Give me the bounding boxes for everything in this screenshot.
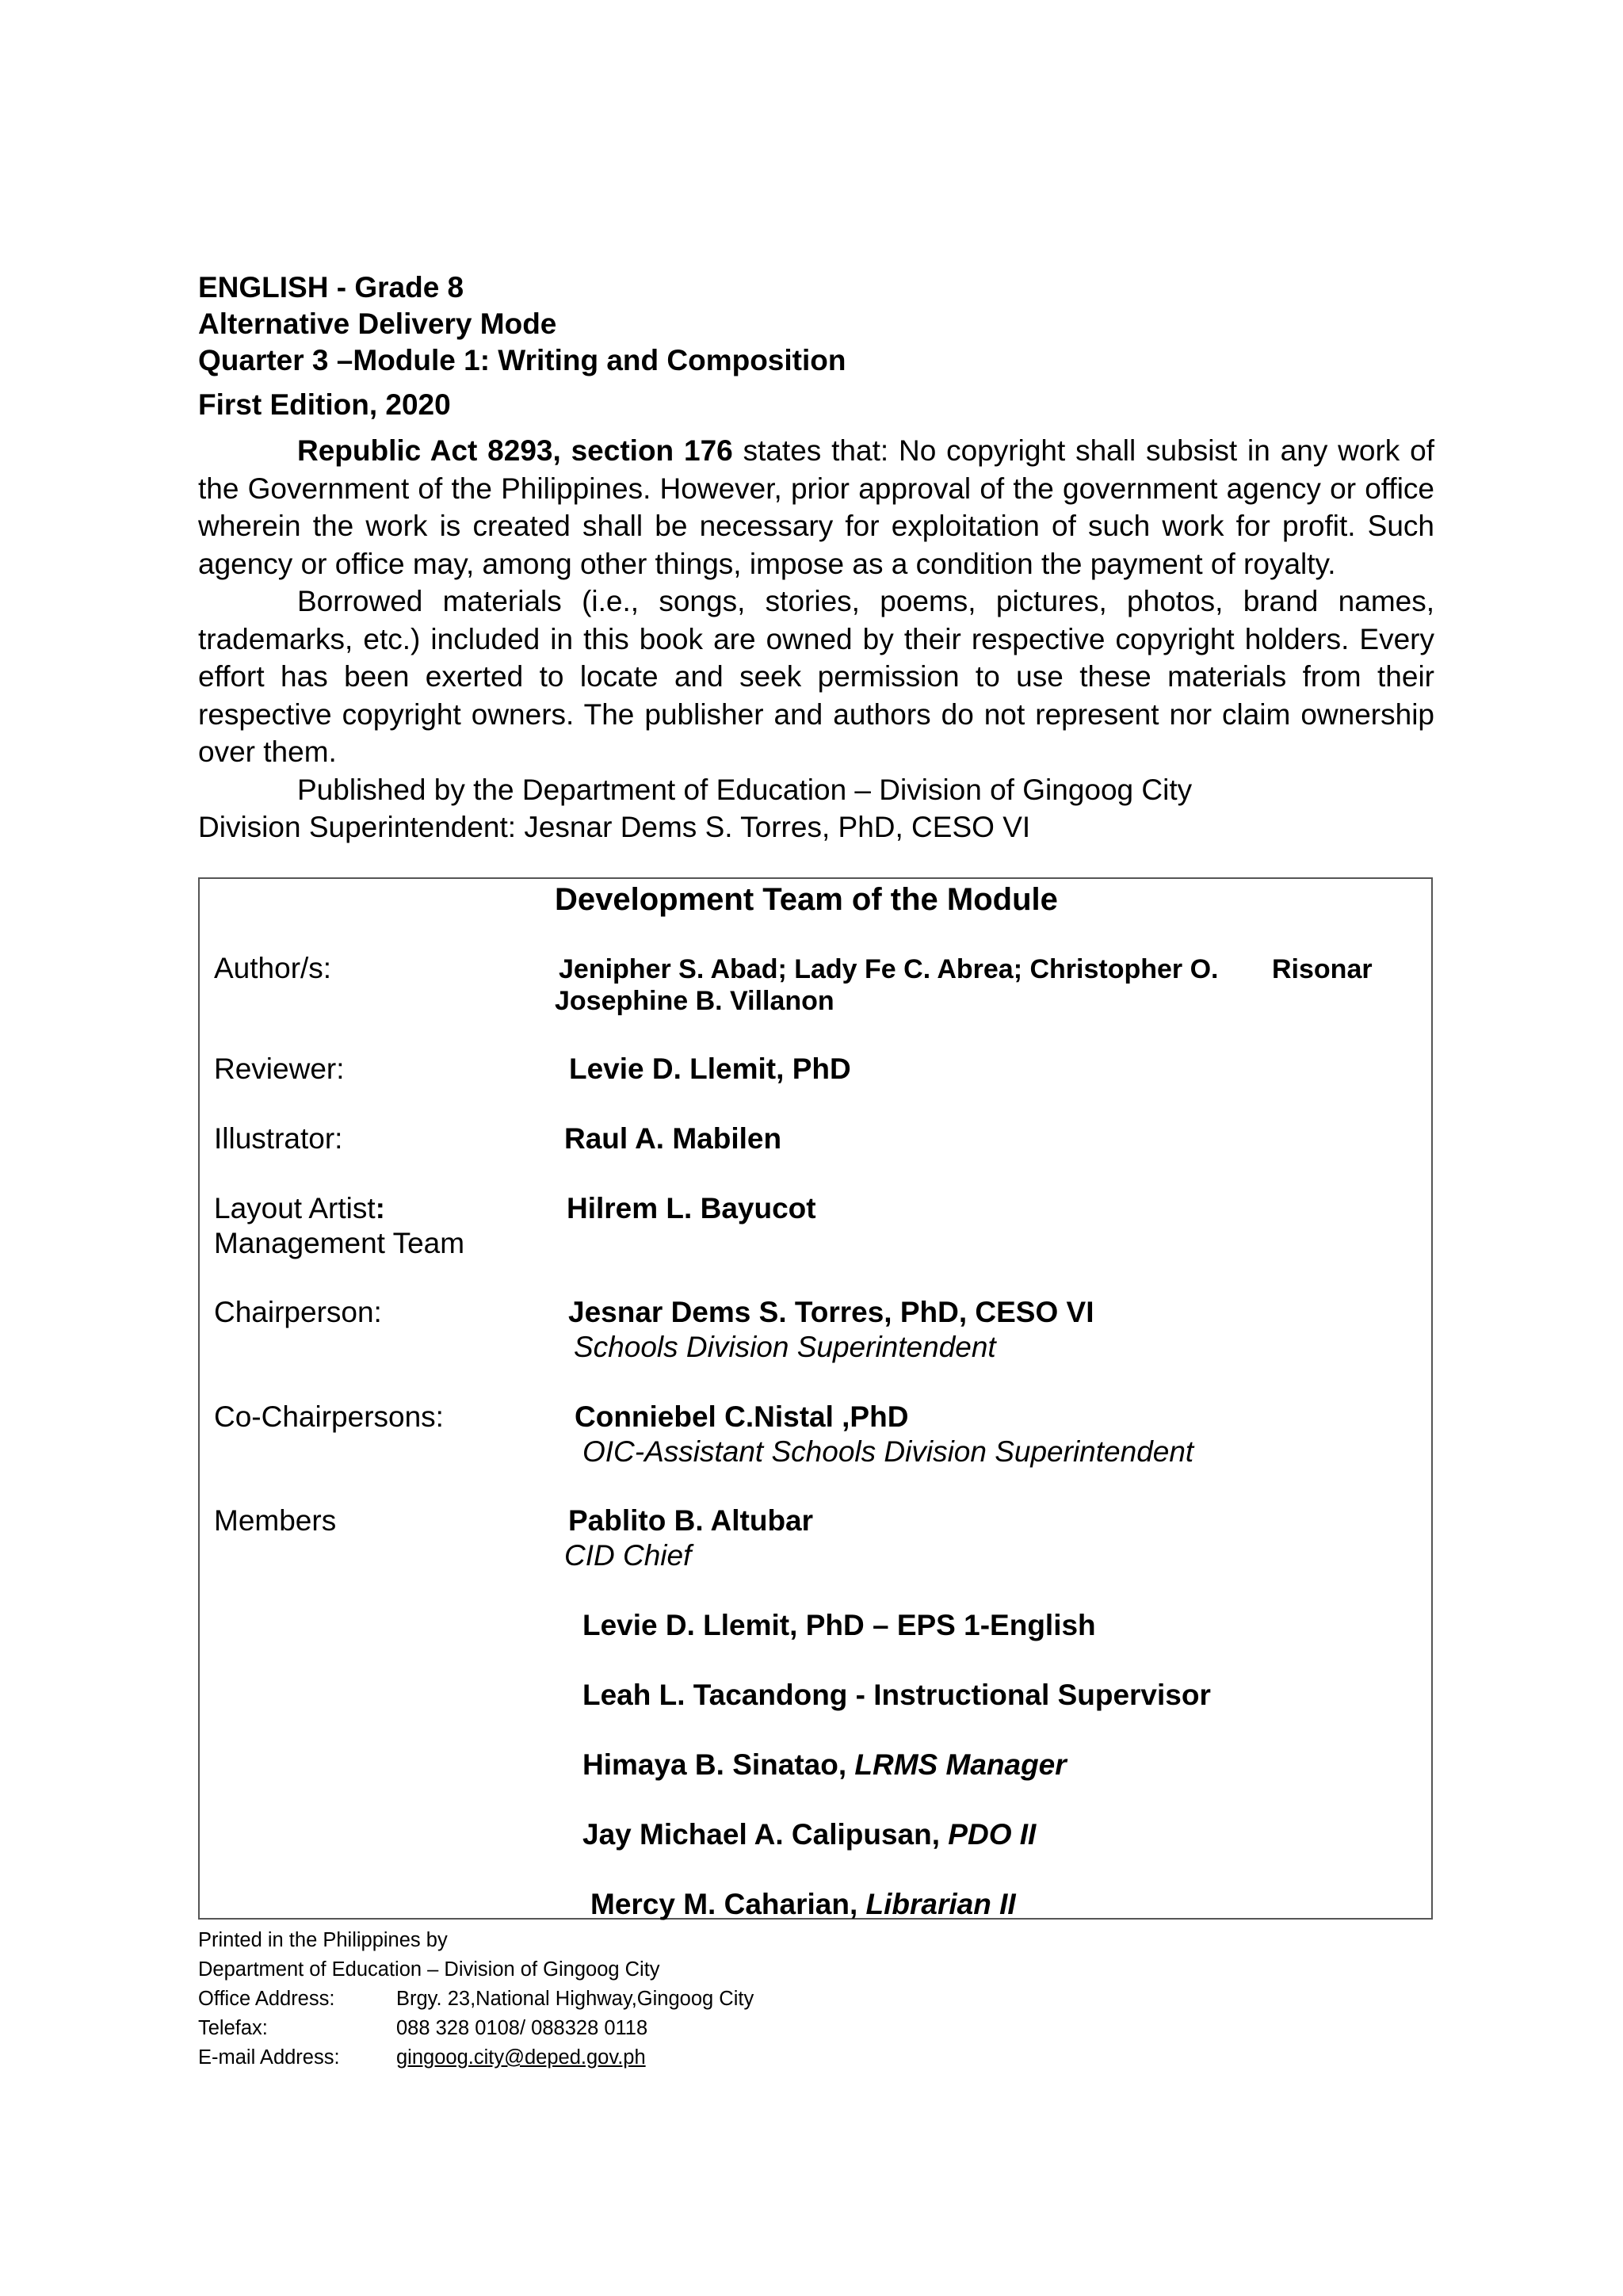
layout-artist-name: Hilrem L. Bayucot — [567, 1192, 816, 1224]
printed-line: Printed in the Philippines by — [198, 1929, 448, 1951]
team-title: Development Team of the Module — [555, 882, 1058, 917]
author-label: Author/s: — [214, 952, 332, 984]
mode-heading: Alternative Delivery Mode — [198, 308, 557, 340]
chairperson-name: Jesnar Dems S. Torres, PhD, CESO VI — [568, 1296, 1094, 1328]
member-name-6: Mercy M. Caharian, — [590, 1888, 866, 1920]
member-6 — [590, 1887, 1016, 1922]
module-heading: Quarter 3 –Module 1: Writing and Composition — [198, 344, 846, 376]
email-link[interactable]: gingoog.city@deped.gov.ph — [396, 2046, 646, 2069]
member-title-1: CID Chief — [564, 1539, 692, 1572]
author-names-line1-end: Risonar — [1272, 954, 1373, 984]
copyright-notice — [198, 432, 1434, 846]
layout-artist-label — [214, 1191, 385, 1226]
author-names-line2: Josephine B. Villanon — [555, 986, 834, 1016]
member-role-5: PDO II — [948, 1818, 1037, 1851]
telefax-label: Telefax: — [198, 2017, 268, 2039]
office-address-label: Office Address: — [198, 1988, 335, 2010]
chairperson-title: Schools Division Superintendent — [574, 1331, 996, 1363]
illustrator-name: Raul A. Mabilen — [564, 1122, 782, 1155]
co-chairperson-name: Conniebel C.Nistal ,PhD — [575, 1400, 909, 1433]
republic-act-text: states that: No copyright shall subsist in any work of the Government of the Philippines. However, prior approval of the government agency or office wherein the work is created shall be necessary for exploitation of such work for profit. Such agency or office may, among other things, impose as a condition the payment of royalty. — [198, 434, 1434, 580]
subject-heading: ENGLISH - Grade 8 — [198, 271, 464, 304]
author-names-line1: Jenipher S. Abad; Lady Fe C. Abrea; Christopher O. — [559, 954, 1219, 984]
department-line: Department of Education – Division of Gingoog City — [198, 1958, 660, 1981]
email-row — [198, 2043, 646, 2073]
members-label: Members — [214, 1504, 337, 1537]
chairperson-label: Chairperson: — [214, 1296, 382, 1328]
published-by-line: Published by the Department of Education – Division of Gingoog City — [297, 773, 1193, 806]
republic-act-citation: Republic Act 8293, section 176 — [297, 434, 733, 467]
edition-heading: First Edition, 2020 — [198, 388, 451, 421]
telefax-row — [198, 2014, 648, 2043]
telefax-value: 088 328 0108/ 088328 0118 — [396, 2017, 648, 2039]
member-role-4: LRMS Manager — [854, 1748, 1067, 1781]
member-name-2: Levie D. Llemit, PhD – EPS 1-English — [582, 1609, 1096, 1641]
member-name-1: Pablito B. Altubar — [568, 1504, 814, 1537]
reviewer-label: Reviewer: — [214, 1052, 345, 1085]
member-name-5: Jay Michael A. Calipusan, — [582, 1818, 949, 1851]
reviewer-name: Levie D. Llemit, PhD — [569, 1052, 851, 1085]
co-chairperson-title: OIC-Assistant Schools Division Superintendent — [582, 1435, 1194, 1468]
republic-act-paragraph — [198, 432, 1434, 583]
member-4 — [582, 1748, 1067, 1782]
member-role-6: Librarian II — [865, 1888, 1016, 1920]
email-label: E-mail Address: — [198, 2046, 340, 2069]
borrowed-materials-paragraph: Borrowed materials (i.e., songs, stories, poems, pictures, photos, brand names, trademarks, etc.) included in this book are owned by their respective copyright holders. Every effort has been exerted to locate and seek permission to use these materials from their respective copyright owners. The publisher and authors do not represent nor claim ownership over them. — [198, 585, 1434, 768]
office-address-row — [198, 1985, 754, 2014]
illustrator-label: Illustrator: — [214, 1122, 343, 1155]
member-name-4: Himaya B. Sinatao, — [582, 1748, 855, 1781]
office-address-value: Brgy. 23,National Highway,Gingoog City — [396, 1988, 754, 2010]
member-name-3: Leah L. Tacandong - Instructional Supervisor — [582, 1679, 1211, 1711]
superintendent-line: Division Superintendent: Jesnar Dems S. Torres, PhD, CESO VI — [198, 811, 1031, 843]
layout-artist-text: Layout Artist — [214, 1192, 376, 1224]
member-5 — [582, 1817, 1036, 1852]
co-chairpersons-label: Co-Chairpersons: — [214, 1400, 444, 1433]
layout-artist-colon: : — [375, 1192, 385, 1224]
management-team-label: Management Team — [214, 1227, 465, 1259]
